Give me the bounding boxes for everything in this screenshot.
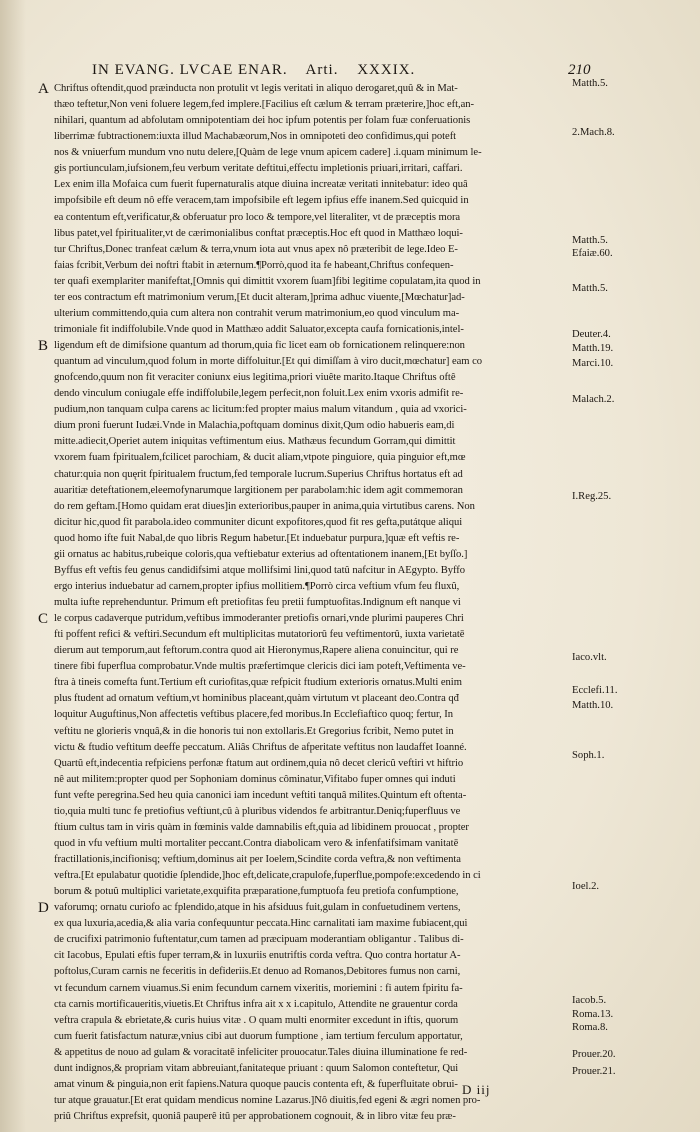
section-letter-c: C: [38, 611, 49, 627]
text-line: priû Chriftus exprefsit, quoniâ pauperê itû per approbationem cognouit, & in libro vitæ feu præ-: [54, 1111, 456, 1122]
text-line: Chriftus oftendit,quod præinducta non protulit vt legis veritati in aliquo derogaret,quû & in Mat-: [54, 83, 458, 94]
text-line: gis portiunculam,iufsionem,feu verbum veritate deftitui,effectu impletionis priuari,irritari, caffari.: [54, 163, 463, 175]
text-line: faias fcribit,Verbum dei noftri ftabit in æternum.¶Porrò,quod ita fe habeant,Chriftus confequen-: [54, 259, 454, 271]
article-number: XXXIX.: [357, 62, 416, 78]
marginal-note: 2.Mach.8.: [572, 127, 615, 138]
text-line: nihilari, quantum ad abfolutam omnipotentiam dei hoc ipfum potentis per folam fuæ conferuationis: [54, 115, 471, 127]
text-line: libus patet,vel fpiritualiter,vt de cærimonialibus conftat præceptis.Hoc eft quod in Matthæo loqui-: [54, 227, 463, 239]
text-line: pudium,non tanquam culpa carens ac licitum:fed propter maius malum vitandum , quia ad vxorici-: [54, 404, 467, 416]
marginal-note: Malach.2.: [572, 394, 615, 405]
text-line: tinere fibi fuperflua comprobatur.Vnde multis præfertimque clericis dici iam poteft,Veftimenta ve-: [54, 661, 466, 673]
text-line: borum & potuû multiplici varietate,exquifita præparatione,fumptuofa feu pretiofa confumptione,: [54, 886, 459, 898]
marginal-note: Iaco.vlt.: [572, 652, 607, 663]
text-line: loquitur Auguftinus,Non affectetis veftibus placere,fed moribus.In Ecclefiaftico quoq; fertur, In: [54, 709, 454, 721]
marginal-note: Matth.5.: [572, 283, 608, 294]
section-letter-b: B: [38, 338, 49, 354]
marginal-note: Deuter.4.: [572, 329, 611, 340]
text-line: le corpus cadaverque putridum,veftibus immoderanter pretiofis ornari,vnde plurimi pauperes Chri: [54, 613, 464, 625]
marginal-note: I.Reg.25.: [572, 491, 612, 502]
section-letter-d: D: [38, 900, 49, 916]
running-title: IN EVANG. LVCAE ENAR.: [92, 62, 288, 78]
text-line: Byffus eft veftis feu genus candidifsimi atque mollifsimi lini,quod tatû nafcitur in AEgypto. Byffo: [54, 564, 465, 576]
marginal-note: Iacob.5.: [572, 995, 607, 1006]
text-line: auaritiæ deteftationem,eleemofynarumque largitionem per parabolam:hic idem agit commemoran: [54, 484, 463, 496]
text-line: chatur:quia non quęrit fpiritualem fructum,fed temporale lucrum.Superius Chriftus hortatus eft ad: [54, 468, 463, 480]
marginal-note: Roma.8.: [572, 1022, 608, 1033]
text-line: veftra.[Et epulabatur quotidie ſplendide,]hoc eft,delicate,crapulofe,fuperflue,pompofe:excedendo in ci: [54, 870, 481, 882]
article-label: Arti.: [305, 62, 339, 78]
text-line: gii ornatus ac habitus,rubeique coloris,qua veftiebatur exterius ad oftentationem inanem,[Et byſſo.]: [54, 548, 468, 560]
text-line: Lex enim illa Mofaica cum fuerit fupernaturalis atque diuina increatæ veritati innitebatur: ideo quâ: [54, 179, 468, 191]
text-line: & appetitus de nouo ad gulam & voracitatē infeliciter prouocatur.Tales diuina illuminatione fe red-: [54, 1046, 468, 1058]
text-line: nê aut militem:propter quod per Sophoniam dominus côminatur,Vifitabo fuper omnes qui induti: [54, 773, 456, 785]
text-line: quod in vfu veftium multi mortaliter peccant.Contra diabolicam vero & infenfatifsimam vanitatē: [54, 837, 459, 849]
text-line: mitte.adiecit,Operiet autem iniquitas veftimentum eius. Mathæus fecundum Gorram,qui dimittit: [54, 436, 456, 448]
text-line: amat vinum & pinguia,non erit fapiens.Natura quoque paucis contenta eft, & fuperfluitate obrui-: [54, 1078, 458, 1090]
text-line: ftium cultus tam in viris quàm in fœminis valde damnabilis eft,quia ad libidinem prouocat , propter: [54, 821, 469, 833]
page-gutter: [0, 0, 26, 1132]
marginal-note: Ecclefi.11.: [572, 685, 618, 696]
text-line: ergo interius induebatur ad carnem,propter ipfius mollitiem.¶Porrò circa veftium vfum feu fluxû,: [54, 580, 460, 592]
text-line: ea contentum eft,verificatur,& obferuatur pro loco & tempore,vel literaliter, vt de præceptis mora: [54, 211, 461, 223]
text-line: ter quafi exemplariter manifeftat,[Omnis qui dimittit vxorem ſuam]fibi legitime copulatam,ita quod in: [54, 275, 481, 287]
text-line: ter eos contractum eft matrimonium verum,[Et ducit alteram,]prima adhuc viuente,[Mœchatur]ad-: [54, 291, 465, 303]
text-line: cta carnis mortificaueritis,viuetis.Et Chriftus infra ait x x i.capitulo, Attendite ne grauentur corda: [54, 998, 458, 1010]
text-line: ulterium committendo,quia cum altera non contrahit verum matrimonium,eo quod vinculum ma-: [54, 307, 460, 319]
text-line: veftitu ne glorieris vnquâ,& in die honoris tui non extollaris.Et Gregorius fcribit, Nemo putet in: [54, 725, 454, 737]
text-line: quod homo ifte fuit Nabal,de quo libris Regum habetur.[Et induebatur purpura,]quæ eft veftis re-: [54, 532, 460, 544]
marginal-note: Ioel.2.: [572, 881, 600, 892]
text-line: quantum ad vinculum,quod folum in morte diffoluitur.[Et qui dimiſſam à viro ducit,mœchatur] eam co: [54, 356, 482, 368]
text-line: tur Chriftus,Donec tranfeat cælum & terra,vnum iota aut vnus apex nô præteribit de lege.Ideo E-: [54, 243, 458, 255]
text-line: tio,quia multi tunc fe pretiofius veftiunt,cû à pluribus videndos fe arbitrantur.Deniq;fuperfluus ve: [54, 805, 461, 817]
marginal-note: Matth.10.: [572, 700, 614, 711]
text-line: nos & vniuerfum mundum vno nutu delere,[Quàm de lege vnum apicem cadere] .i.quam minimum le-: [54, 147, 482, 159]
text-line: vt fecundum carnem viuamus.Si enim fecundum carnem vixeritis, moriemini : fi autem fpiritu fa-: [54, 982, 463, 994]
text-line: dium proni fuerunt Iudæi.Vnde in Malachia,poftquam dominus dixit,Qum odio habueris eam,di: [54, 420, 455, 432]
section-letter-a: A: [38, 81, 49, 97]
folio-number: 210: [568, 62, 591, 78]
text-line: victu & ftudio veftitum deeffe peccatum. Aliâs Chriftus de afperitate veftitus non laudaffet Ioanné.: [54, 741, 467, 753]
text-line: de crucifixi patrimonio fuftentatur,cum tamen ad præcipuam moderantiam obligantur . Talibus di-: [54, 934, 464, 946]
text-line: ftra à tineis comefta funt.Tertium eft curiofitas,quæ refpicit ftudium exterioris ornatus.Multi enim: [54, 677, 462, 689]
text-line: dierum aut temporum,aut feftorum.contra quod ait Hieronymus,Rapere aliena conuincitur, qui re: [54, 645, 459, 657]
text-line: poftolus,Curam carnis ne feceritis in defideriis.Et denuo ad Romanos,Debitores fumus non carni,: [54, 966, 461, 978]
marginal-note: Matth.5.: [572, 235, 608, 246]
marginal-note: Marci.10.: [572, 358, 614, 369]
text-line: plus ftudent ad ornatum veftium,vt hominibus placeant,quàm virtutum vt placeant deo.Contra qđ: [54, 693, 459, 705]
text-line: ex qua luxuria,acedia,& alia varia confequuntur peccata.Hinc carnalitati iam maxime fubiacent,qui: [54, 918, 468, 930]
text-line: fti poffent refici & veftiri.Secundum eft multiplicitas mutatoriorû feu veftimentorû, iuxta varietatē: [54, 629, 465, 641]
text-line: cit Iacobus, Epulati eftis fuper terram,& in luxuriis enutriftis corda veftra. Quo contra hortatur A-: [54, 950, 461, 962]
text-line: vxorem fuam fpiritualem,fcilicet parochiam, & ducit aliam,vtpote pinguiore, quia pinguior eft,mœ: [54, 452, 466, 464]
text-line: Quartû eft,indecentia refpiciens perfonæ ftatum aut ordinem,quia nô decet clericû veftiri vt hiftrio: [54, 757, 464, 769]
marginal-note: Matth.5.: [572, 78, 608, 89]
text-line: dicitur hic,quod fit parabola.ideo communiter dicunt expofitores,quod fit res gefta,putátque aliqui: [54, 516, 463, 528]
marginal-note: Roma.13.: [572, 1009, 614, 1020]
text-line: tur atque grauatur.[Et erat quidam mendicus nomine Lazarus.]Nô diuitis,fed egeni & ægri nomen pro-: [54, 1094, 481, 1106]
marginal-note: Soph.1.: [572, 750, 605, 761]
signature-mark: D iij: [462, 1082, 491, 1097]
running-header: [92, 62, 562, 79]
text-line: veftra crapula & ebrietate,& curis huius vitæ . O quam multi enormiter excedunt in iftis, quorum: [54, 1014, 459, 1026]
text-line: vaforumq; ornatu curiofo ac fplendido,atque in his afsiduus fuit,gulam in confuetudinem vertens,: [54, 902, 461, 914]
text-line: trimoniale fit indiffolubile.Vnde quod in Matthæo addit Saluator,excepta caufa fornicationis,intel-: [54, 323, 464, 335]
marginal-note: Efaiæ.60.: [572, 248, 613, 259]
text-line: funt vefte peregrina.Sed heu quia canonici iam incedunt veftiti tanquâ milites.Quintum eft oftenta-: [54, 789, 467, 801]
marginal-note: Matth.19.: [572, 343, 614, 354]
text-line: liberrimæ fubtractionem:iuxta illud Machabæorum,Nos in omnipoteti deo confidimus,qui poteft: [54, 131, 457, 143]
text-line: impofsibile eft deum nô effe veracem,tam impofsibile eft legem ipfius effe inanem.Sed quicquid in: [54, 195, 469, 207]
marginal-note: Prouer.20.: [572, 1049, 616, 1060]
text-line: gnofcendo,quum non fit veraciter coniunx eius legitima,priori viuête marito.Itaque Chriftus oftê: [54, 372, 456, 384]
text-line: dendo vinculum coniugale effe indiffolubile,legem perfecit,non foluit.Lex enim vxoris admifit re-: [54, 388, 464, 400]
text-line: multa iufte reprehenduntur. Primum eft pretiofitas feu pretii fumptuofitas.Indignum eft nanque vi: [54, 597, 461, 608]
text-line: thæo teftetur,Non veni foluere legem,fed implere.[Facilius eſt cælum & terram præterire,]hoc eft,an-: [54, 99, 474, 111]
marginal-note: Prouer.21.: [572, 1066, 616, 1077]
text-line: do rem geftam.[Homo quidam erat diues]in exterioribus,pauper in anima,quia virtutibus carens. Non: [54, 500, 475, 512]
text-line: cum fuerit fatisfactum naturæ,vnius cibi aut duorum fumptione , iam tertium ferculum apportatur,: [54, 1030, 463, 1042]
text-line: dunt indignos,& propriam vitam abbreuiant,fanitateque priuant : quum Salomon conteftetur, Qui: [54, 1062, 459, 1074]
text-line: fractillationis,incifionisq; veftium,dominus ait per Ioelem,Scindite corda veftra,& non veftimenta: [54, 854, 461, 865]
text-line: ligendum eft de dimifsione quantum ad thorum,quia fic licet eam ob fornicationem relinquere:non: [54, 340, 465, 351]
